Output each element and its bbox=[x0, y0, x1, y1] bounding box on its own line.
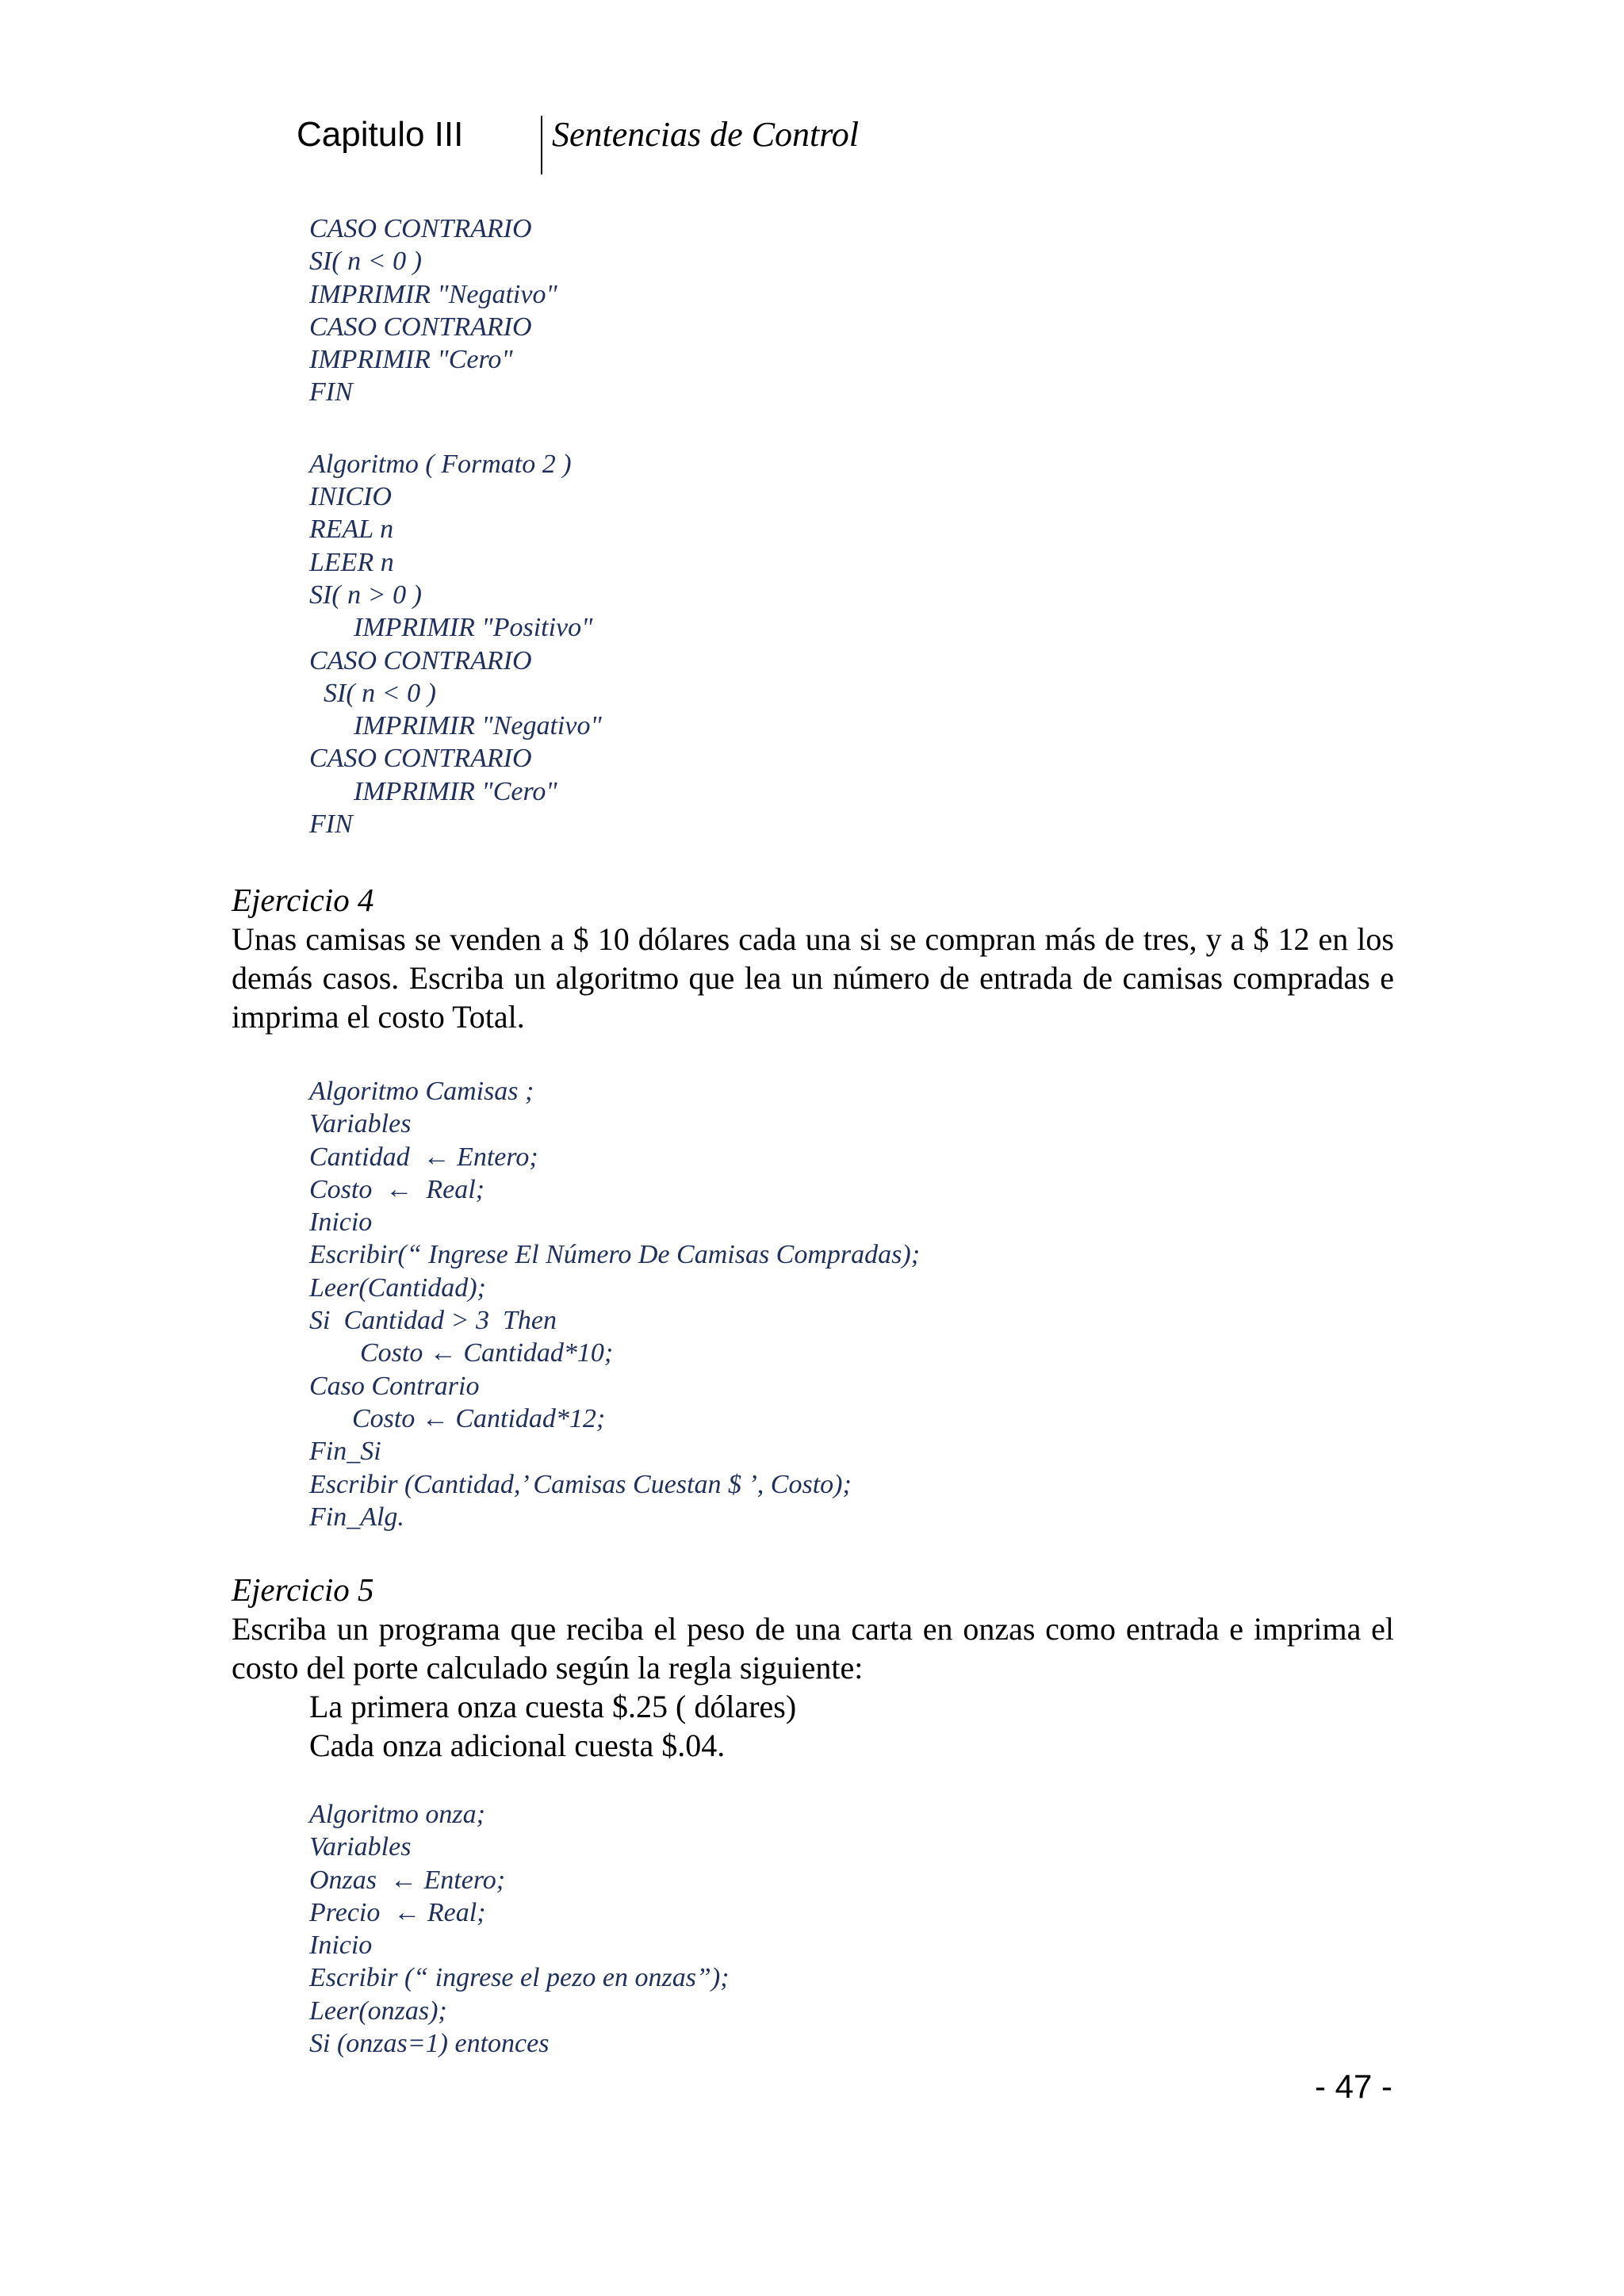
code-line: SI( n < 0 ) bbox=[324, 678, 436, 708]
code-line: CASO CONTRARIO bbox=[309, 312, 532, 342]
code-line: Inicio bbox=[309, 1207, 373, 1238]
code-line: CASO CONTRARIO bbox=[309, 214, 532, 243]
code-line: Variables bbox=[309, 1109, 412, 1139]
code-line: Algoritmo Camisas ; bbox=[309, 1077, 534, 1106]
code-line: IMPRIMIR "Cero" bbox=[309, 345, 513, 375]
exercise-4-statement: Unas camisas se venden a $ 10 dólares cada una si se compran más de tres, y a $ 12 en los demás casos. Escriba un algoritmo que lea un número de entrada de camisas compradas e imprima el costo Total. bbox=[232, 921, 1394, 1035]
code-line: Fin_Si bbox=[309, 1437, 381, 1467]
code-line: Leer(onzas); bbox=[309, 1996, 447, 2026]
code-line: IMPRIMIR "Positivo" bbox=[354, 613, 593, 643]
code-line: Algoritmo ( Formato 2 ) bbox=[309, 449, 572, 479]
code-block-camisas bbox=[309, 1075, 920, 1533]
code-line: IMPRIMIR "Negativo" bbox=[354, 711, 602, 741]
code-line: Inicio bbox=[309, 1931, 373, 1961]
code-line bbox=[309, 409, 602, 448]
code-line: FIN bbox=[309, 809, 353, 840]
code-line: CASO CONTRARIO bbox=[309, 744, 532, 774]
code-line: IMPRIMIR "Negativo" bbox=[309, 279, 557, 309]
header-divider bbox=[541, 116, 542, 174]
code-line: SI( n > 0 ) bbox=[309, 580, 422, 610]
code-line: Costo ← Cantidad*12; bbox=[352, 1403, 606, 1433]
code-line: Escribir (Cantidad,’ Camisas Cuestan $ ’, Costo); bbox=[309, 1469, 852, 1499]
code-line: FIN bbox=[309, 377, 353, 408]
code-line: Precio ← Real; bbox=[309, 1897, 486, 1927]
code-line: Algoritmo onza; bbox=[309, 1800, 485, 1829]
chapter-label: Capitulo III bbox=[297, 115, 464, 154]
code-line: Si (onzas=1) entonces bbox=[309, 2029, 550, 2059]
code-line: INICIO bbox=[309, 482, 392, 512]
code-block-formato bbox=[309, 212, 602, 840]
code-block-onza bbox=[309, 1798, 729, 2060]
code-line: Si Cantidad > 3 Then bbox=[309, 1306, 557, 1336]
code-line: SI( n < 0 ) bbox=[309, 247, 422, 277]
code-line: Leer(Cantidad); bbox=[309, 1272, 486, 1303]
code-line: Onzas ← Entero; bbox=[309, 1865, 506, 1895]
code-line: Variables bbox=[309, 1832, 412, 1862]
code-line: Fin_Alg. bbox=[309, 1502, 404, 1532]
code-line: Escribir(“ Ingrese El Número De Camisas Compradas); bbox=[309, 1240, 921, 1270]
rule-first-ounce: La primera onza cuesta $.25 ( dólares) bbox=[309, 1689, 797, 1724]
code-line: CASO CONTRARIO bbox=[309, 645, 532, 675]
code-line: Costo ← Real; bbox=[309, 1174, 485, 1204]
code-line: IMPRIMIR "Cero" bbox=[354, 776, 557, 806]
exercise-5-heading: Ejercicio 5 bbox=[232, 1571, 374, 1608]
page-number: - 47 - bbox=[1314, 2068, 1392, 2105]
exercise-5-statement: Escriba un programa que reciba el peso de una carta en onzas como entrada e imprima el costo del porte calculado según la regla siguiente: bbox=[232, 1611, 1394, 1686]
code-line: REAL n bbox=[309, 515, 394, 545]
section-title: Sentencias de Control bbox=[552, 115, 859, 154]
code-line: Costo ← Cantidad*10; bbox=[360, 1338, 614, 1368]
code-line: Escribir (“ ingrese el pezo en onzas”); bbox=[309, 1963, 730, 1993]
rule-additional-ounce: Cada onza adicional cuesta $.04. bbox=[309, 1728, 726, 1763]
exercise-4-heading: Ejercicio 4 bbox=[232, 882, 374, 918]
code-line: Caso Contrario bbox=[309, 1371, 480, 1401]
code-line: LEER n bbox=[309, 547, 394, 577]
code-line: Cantidad ← Entero; bbox=[309, 1142, 538, 1172]
